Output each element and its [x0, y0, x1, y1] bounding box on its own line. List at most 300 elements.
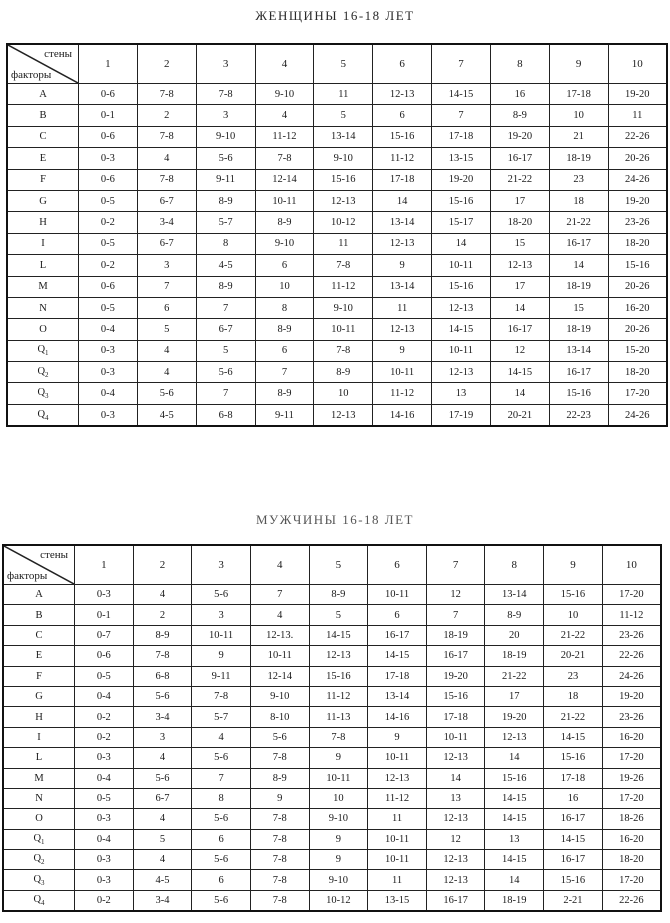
factor-label [3, 585, 75, 605]
score-cell: 11-12 [373, 148, 432, 169]
factor-label [3, 666, 75, 686]
score-cell: 16-17 [490, 148, 549, 169]
score-cell: 12-13 [309, 646, 368, 666]
factor-label [3, 727, 75, 747]
score-cell: 9-10 [250, 686, 309, 706]
score-cell: 0-6 [79, 126, 138, 147]
score-cell: 18-19 [426, 625, 485, 645]
score-cell: 0-5 [79, 190, 138, 211]
score-cell: 15-16 [544, 870, 603, 890]
score-cell: 24-26 [602, 666, 661, 686]
score-cell: 24-26 [608, 169, 667, 190]
table-row [3, 666, 661, 686]
score-cell: 11-12 [255, 126, 314, 147]
score-cell: 4 [133, 809, 192, 829]
factor-subscript: 4 [41, 899, 45, 908]
score-cell: 11 [368, 870, 427, 890]
score-cell: 12-13 [426, 870, 485, 890]
table-row [7, 404, 667, 426]
score-cell: 9-10 [309, 809, 368, 829]
score-cell: 23-26 [608, 212, 667, 233]
factor-letter: B [35, 609, 43, 621]
score-cell: 0-4 [75, 686, 134, 706]
factor-label [7, 319, 79, 340]
score-cell: 13 [426, 788, 485, 808]
score-cell: 9-10 [196, 126, 255, 147]
score-cell: 7 [255, 362, 314, 383]
score-cell: 5-6 [133, 768, 192, 788]
table-row [3, 870, 661, 890]
score-cell: 22-26 [602, 646, 661, 666]
score-cell: 14 [485, 870, 544, 890]
factor-label [7, 276, 79, 297]
score-cell: 12-13 [432, 297, 491, 318]
score-cell: 12-13 [426, 850, 485, 870]
score-cell: 18-20 [602, 850, 661, 870]
score-cell: 14-15 [368, 646, 427, 666]
table-row [7, 105, 667, 126]
score-cell: 23-26 [602, 707, 661, 727]
score-cell: 7-8 [196, 84, 255, 105]
score-cell: 16-17 [426, 890, 485, 911]
corner-header-cell [3, 545, 75, 585]
factor-letter: B [39, 110, 47, 122]
score-cell: 5-6 [192, 850, 251, 870]
stens-label: стены [40, 549, 68, 561]
corner-header-cell [7, 44, 79, 84]
table-row [7, 190, 667, 211]
score-cell: 8-9 [133, 625, 192, 645]
table-row [3, 788, 661, 808]
factor-subscript: 3 [45, 392, 49, 401]
score-cell: 11 [373, 297, 432, 318]
score-cell: 8 [196, 233, 255, 254]
score-cell: 20-26 [608, 319, 667, 340]
sten-header-5: 5 [309, 545, 368, 585]
table-row [7, 126, 667, 147]
score-cell: 9 [309, 829, 368, 849]
score-cell: 6 [255, 340, 314, 361]
factor-label [3, 686, 75, 706]
score-cell: 15-16 [373, 126, 432, 147]
factor-letter: A [35, 589, 43, 601]
score-cell: 16-20 [608, 297, 667, 318]
score-cell: 15-16 [426, 686, 485, 706]
score-cell: 15-16 [608, 255, 667, 276]
score-cell: 17 [490, 276, 549, 297]
score-cell: 10 [314, 383, 373, 404]
factor-letter: G [35, 691, 43, 703]
factor-label [7, 190, 79, 211]
factor-subscript: 3 [41, 878, 45, 887]
factor-letter: Q [37, 387, 46, 399]
score-cell: 11-13 [309, 707, 368, 727]
score-cell: 0-3 [79, 340, 138, 361]
sten-header-8: 8 [490, 44, 549, 84]
sten-header-4: 4 [255, 44, 314, 84]
score-cell: 11-12 [602, 605, 661, 625]
score-cell: 10-11 [192, 625, 251, 645]
score-cell: 10 [255, 276, 314, 297]
score-cell: 5-6 [192, 890, 251, 911]
score-cell: 10-12 [314, 212, 373, 233]
factor-subscript: 2 [41, 858, 45, 867]
score-cell: 2 [137, 105, 196, 126]
sten-header-9: 9 [544, 545, 603, 585]
factor-letter: O [35, 813, 43, 825]
sten-header-5: 5 [314, 44, 373, 84]
score-cell: 9-10 [309, 870, 368, 890]
score-cell: 0-4 [75, 829, 134, 849]
score-cell: 14-15 [432, 84, 491, 105]
factor-label [3, 850, 75, 870]
score-cell: 12-13 [432, 362, 491, 383]
score-cell: 4 [133, 748, 192, 768]
table-row [3, 829, 661, 849]
score-cell: 16-17 [544, 809, 603, 829]
score-cell: 7-8 [250, 870, 309, 890]
table-row [7, 383, 667, 404]
factor-label [7, 233, 79, 254]
factor-letter: A [39, 88, 47, 100]
score-cell: 0-1 [79, 105, 138, 126]
factor-letter: G [39, 195, 47, 207]
factor-subscript: 1 [45, 349, 49, 358]
factor-label [7, 212, 79, 233]
score-cell: 20-21 [544, 646, 603, 666]
factor-subscript: 4 [45, 413, 49, 422]
score-cell: 7-8 [133, 646, 192, 666]
factor-label [7, 84, 79, 105]
score-cell: 7-8 [250, 829, 309, 849]
score-cell: 0-6 [75, 646, 134, 666]
score-cell: 13-14 [373, 276, 432, 297]
factor-letter: H [35, 711, 43, 723]
score-cell: 5-6 [196, 148, 255, 169]
score-cell: 12-13 [368, 768, 427, 788]
score-cell: 12-13 [490, 255, 549, 276]
factor-label [7, 297, 79, 318]
men-table-title: МУЖЧИНЫ 16-18 ЛЕТ [255, 512, 414, 527]
score-cell: 6 [192, 829, 251, 849]
score-cell: 13 [432, 383, 491, 404]
score-cell: 5-6 [133, 686, 192, 706]
score-cell: 9-11 [255, 404, 314, 426]
stens-label: стены [44, 48, 72, 60]
score-cell: 7-8 [250, 850, 309, 870]
factor-letter: L [35, 752, 43, 764]
score-cell: 17-18 [544, 768, 603, 788]
score-cell: 4 [255, 105, 314, 126]
score-cell: 19-20 [432, 169, 491, 190]
table-row [7, 297, 667, 318]
factor-label [3, 788, 75, 808]
score-cell: 12-14 [255, 169, 314, 190]
score-cell: 6 [137, 297, 196, 318]
factor-letter: I [41, 238, 45, 250]
sten-header-6: 6 [373, 44, 432, 84]
score-cell: 0-4 [79, 319, 138, 340]
score-cell: 15-16 [549, 383, 608, 404]
score-cell: 8-9 [309, 585, 368, 605]
score-cell: 18-19 [549, 319, 608, 340]
score-cell: 12-13 [373, 84, 432, 105]
score-cell: 15-16 [432, 276, 491, 297]
score-cell: 21-22 [544, 625, 603, 645]
score-cell: 6 [255, 255, 314, 276]
score-cell: 17-18 [426, 707, 485, 727]
score-cell: 10-11 [250, 646, 309, 666]
sten-header-3: 3 [196, 44, 255, 84]
score-cell: 3-4 [133, 707, 192, 727]
score-cell: 16 [490, 84, 549, 105]
table-row [7, 84, 667, 105]
table-row [7, 212, 667, 233]
sten-header-1: 1 [79, 44, 138, 84]
score-cell: 18-26 [602, 809, 661, 829]
score-cell: 4 [133, 850, 192, 870]
score-cell: 22-23 [549, 404, 608, 426]
table-row [3, 605, 661, 625]
factor-letter: Q [33, 853, 42, 865]
score-cell: 13 [485, 829, 544, 849]
factor-letter: Q [33, 894, 42, 905]
table-row [3, 748, 661, 768]
score-cell: 9 [192, 646, 251, 666]
score-cell: 17-18 [432, 126, 491, 147]
table-row [3, 727, 661, 747]
score-cell: 12 [490, 340, 549, 361]
score-cell: 7-8 [309, 727, 368, 747]
score-cell: 14 [490, 383, 549, 404]
factor-letter: E [39, 152, 47, 164]
table-row [3, 646, 661, 666]
score-cell: 0-2 [75, 727, 134, 747]
score-cell: 10-12 [309, 890, 368, 911]
sten-header-3: 3 [192, 545, 251, 585]
score-cell: 0-5 [75, 788, 134, 808]
women-norms-table [6, 43, 668, 427]
score-cell: 16-17 [549, 362, 608, 383]
score-cell: 9-11 [196, 169, 255, 190]
score-cell: 11-12 [373, 383, 432, 404]
factor-label [7, 340, 79, 361]
score-cell: 7-8 [250, 748, 309, 768]
score-cell: 10-11 [368, 829, 427, 849]
score-cell: 4 [192, 727, 251, 747]
table-row [7, 340, 667, 361]
sten-header-9: 9 [549, 44, 608, 84]
score-cell: 9 [309, 850, 368, 870]
score-cell: 4 [250, 605, 309, 625]
score-cell: 12-13 [373, 319, 432, 340]
score-cell: 17-18 [549, 84, 608, 105]
score-cell: 13-14 [373, 212, 432, 233]
score-cell: 10-11 [432, 255, 491, 276]
score-cell: 14-15 [485, 788, 544, 808]
score-cell: 15-16 [309, 666, 368, 686]
score-cell: 22-26 [608, 126, 667, 147]
score-cell: 6-7 [133, 788, 192, 808]
score-cell: 6-8 [133, 666, 192, 686]
score-cell: 14-15 [309, 625, 368, 645]
score-cell: 20-21 [490, 404, 549, 426]
factor-letter: N [35, 793, 43, 805]
score-cell: 0-3 [75, 748, 134, 768]
score-cell: 13-14 [485, 585, 544, 605]
sten-header-4: 4 [250, 545, 309, 585]
score-cell: 5 [196, 340, 255, 361]
score-cell: 3 [196, 105, 255, 126]
table-row [3, 768, 661, 788]
table-row [3, 809, 661, 829]
score-cell: 0-2 [79, 255, 138, 276]
score-cell: 17 [490, 190, 549, 211]
score-cell: 9-10 [314, 297, 373, 318]
score-cell: 23-26 [602, 625, 661, 645]
table-row [3, 585, 661, 605]
factor-letter: Q [37, 408, 46, 420]
score-cell: 10 [544, 605, 603, 625]
score-cell: 18 [544, 686, 603, 706]
score-cell: 9 [250, 788, 309, 808]
table-row [7, 233, 667, 254]
score-cell: 0-3 [75, 809, 134, 829]
sten-header-10: 10 [602, 545, 661, 585]
factor-label [7, 362, 79, 383]
score-cell: 12-13 [373, 233, 432, 254]
factor-letter: H [39, 217, 47, 229]
score-cell: 12-14 [250, 666, 309, 686]
score-cell: 4 [137, 362, 196, 383]
score-cell: 14 [549, 255, 608, 276]
score-cell: 5-7 [196, 212, 255, 233]
score-cell: 14-15 [544, 727, 603, 747]
score-cell: 0-3 [79, 404, 138, 426]
score-cell: 9-10 [314, 148, 373, 169]
score-cell: 15-20 [608, 340, 667, 361]
score-cell: 18-19 [549, 276, 608, 297]
score-cell: 7-8 [314, 255, 373, 276]
score-cell: 23 [544, 666, 603, 686]
score-cell: 5 [137, 319, 196, 340]
score-cell: 5 [314, 105, 373, 126]
score-cell: 8-10 [250, 707, 309, 727]
table-row [3, 707, 661, 727]
score-cell: 7 [426, 605, 485, 625]
score-cell: 11 [608, 105, 667, 126]
score-cell: 7 [137, 276, 196, 297]
score-cell: 5-6 [192, 585, 251, 605]
factors-label: факторы [7, 570, 48, 582]
score-cell: 0-4 [79, 383, 138, 404]
score-cell: 5-6 [192, 748, 251, 768]
score-cell: 5 [133, 829, 192, 849]
score-cell: 9 [368, 727, 427, 747]
score-cell: 8-9 [255, 319, 314, 340]
score-cell: 0-3 [75, 870, 134, 890]
women-table-title: ЖЕНЩИНЫ 16-18 ЛЕТ [255, 8, 415, 23]
score-cell: 12-13 [426, 809, 485, 829]
score-cell: 3 [192, 605, 251, 625]
score-cell: 6-7 [137, 233, 196, 254]
score-cell: 14 [490, 297, 549, 318]
score-cell: 7-8 [137, 126, 196, 147]
table-row [7, 362, 667, 383]
score-cell: 7-8 [255, 148, 314, 169]
score-cell: 18-19 [485, 890, 544, 911]
score-cell: 10-11 [309, 768, 368, 788]
score-cell: 10-11 [368, 748, 427, 768]
score-cell: 10 [549, 105, 608, 126]
factor-letter: N [39, 302, 47, 314]
score-cell: 6 [192, 870, 251, 890]
score-cell: 8 [192, 788, 251, 808]
score-cell: 12-13 [485, 727, 544, 747]
score-cell: 7 [192, 768, 251, 788]
score-cell: 11 [368, 809, 427, 829]
score-cell: 7 [250, 585, 309, 605]
score-cell: 0-2 [75, 890, 134, 911]
score-cell: 10-11 [432, 340, 491, 361]
score-cell: 23 [549, 169, 608, 190]
factor-label [7, 404, 79, 426]
score-cell: 18-20 [490, 212, 549, 233]
factor-label [3, 809, 75, 829]
score-cell: 4 [133, 585, 192, 605]
table-row [3, 625, 661, 645]
score-cell: 24-26 [608, 404, 667, 426]
score-cell: 11 [314, 233, 373, 254]
score-cell: 0-7 [75, 625, 134, 645]
score-cell: 7 [196, 297, 255, 318]
score-cell: 0-5 [79, 297, 138, 318]
score-cell: 17-20 [602, 788, 661, 808]
score-cell: 17-20 [602, 748, 661, 768]
score-cell: 19-20 [490, 126, 549, 147]
score-cell: 5-6 [192, 809, 251, 829]
score-cell: 8-9 [490, 105, 549, 126]
score-cell: 5-7 [192, 707, 251, 727]
men-norms-table [2, 544, 662, 912]
factor-letter: F [40, 174, 46, 186]
score-cell: 18-20 [608, 362, 667, 383]
score-cell: 13-14 [314, 126, 373, 147]
score-cell: 0-6 [79, 84, 138, 105]
score-cell: 6-7 [137, 190, 196, 211]
factor-label [3, 870, 75, 890]
factor-letter: C [35, 629, 43, 641]
score-cell: 19-20 [602, 686, 661, 706]
score-cell: 17-18 [368, 666, 427, 686]
factor-letter: F [36, 670, 42, 682]
table-row [3, 890, 661, 911]
score-cell: 17-20 [608, 383, 667, 404]
score-cell: 9 [373, 255, 432, 276]
score-cell: 11 [314, 84, 373, 105]
factor-letter: Q [37, 365, 46, 377]
score-cell: 7-8 [137, 84, 196, 105]
score-cell: 0-6 [79, 276, 138, 297]
score-cell: 17-20 [602, 870, 661, 890]
score-cell: 10-11 [368, 850, 427, 870]
score-cell: 5-6 [250, 727, 309, 747]
score-cell: 18-20 [608, 233, 667, 254]
score-cell: 12-13. [250, 625, 309, 645]
score-cell: 14 [426, 768, 485, 788]
score-cell: 15-17 [432, 212, 491, 233]
score-cell: 10 [309, 788, 368, 808]
